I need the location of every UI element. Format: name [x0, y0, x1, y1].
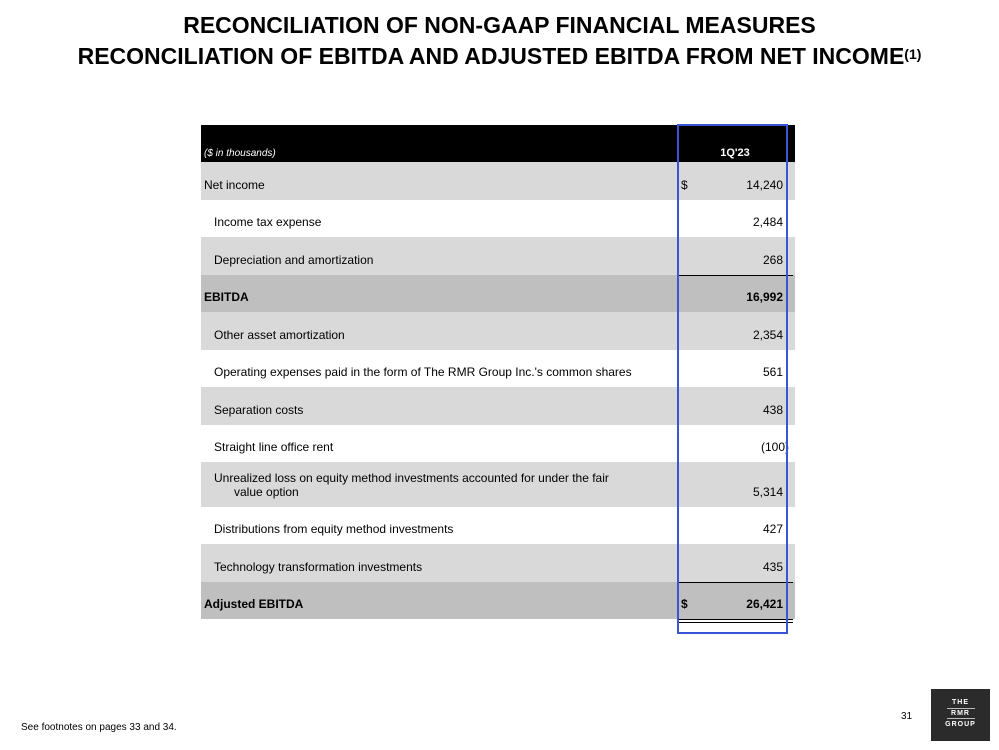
- row-label: Straight line office rent: [214, 440, 334, 454]
- table-row-unrealized-loss: [201, 462, 795, 507]
- currency-symbol: $: [681, 597, 688, 611]
- logo-line3: GROUP: [945, 721, 976, 728]
- row-value: 427: [762, 522, 783, 536]
- subtotal-rule: [677, 275, 793, 276]
- table-row-separation-costs: [201, 387, 795, 425]
- row-label: Separation costs: [214, 403, 304, 417]
- table-row-technology-investments: [201, 544, 795, 582]
- logo-line1: THE: [952, 699, 969, 706]
- row-value: 5,314: [752, 485, 783, 499]
- row-value: 435: [762, 560, 783, 574]
- row-value: (100): [760, 440, 789, 454]
- subtotal-rule: [677, 582, 793, 583]
- table-header: [201, 125, 795, 162]
- currency-symbol: $: [681, 178, 688, 192]
- row-label: Income tax expense: [214, 215, 322, 229]
- row-label: EBITDA: [204, 290, 249, 304]
- page-title-line1: RECONCILIATION OF NON-GAAP FINANCIAL MEASURES: [183, 12, 816, 38]
- row-value: 26,421: [746, 597, 783, 611]
- total-double-rule: [677, 619, 793, 623]
- row-label: Technology transformation investments: [214, 560, 423, 574]
- footnote-marker: (1): [904, 46, 922, 62]
- row-label-line1: Unrealized loss on equity method investments accounted for under the fair: [214, 471, 609, 485]
- table-row-net-income: [201, 162, 795, 200]
- row-label: Net income: [204, 178, 265, 192]
- table-row-share-based-expenses: [201, 350, 795, 387]
- row-label: Adjusted EBITDA: [204, 597, 304, 611]
- table-row-distributions: [201, 507, 795, 544]
- row-label: Other asset amortization: [214, 328, 345, 342]
- page-title-line2: [0, 41, 999, 71]
- table-row-straight-line-rent: [201, 425, 795, 462]
- row-value: 2,354: [752, 328, 783, 342]
- row-value: 16,992: [746, 290, 783, 304]
- period-header: 1Q'23: [720, 147, 750, 159]
- logo-line2: RMR: [947, 708, 975, 719]
- table-row-income-tax: [201, 200, 795, 237]
- page-subtitle-text: RECONCILIATION OF EBITDA AND ADJUSTED EBITDA FROM NET INCOME: [77, 43, 905, 69]
- row-label: [214, 471, 609, 499]
- table-row-ebitda: [201, 275, 795, 312]
- row-value: 14,240: [746, 178, 783, 192]
- page-number: 31: [901, 711, 913, 722]
- row-label: Operating expenses paid in the form of The RMR Group Inc.'s common shares: [214, 365, 632, 379]
- units-label: ($ in thousands): [204, 148, 276, 159]
- rmr-group-logo: [931, 689, 990, 741]
- row-value: 2,484: [752, 215, 783, 229]
- row-label: Depreciation and amortization: [214, 253, 374, 267]
- row-label: Distributions from equity method investments: [214, 522, 454, 536]
- row-value: 268: [762, 253, 783, 267]
- row-value: 561: [762, 365, 783, 379]
- row-value: 438: [762, 403, 783, 417]
- table-row-other-asset-amortization: [201, 312, 795, 350]
- table-row-adjusted-ebitda: [201, 582, 795, 619]
- footnote-text: See footnotes on pages 33 and 34.: [21, 722, 177, 733]
- reconciliation-table: [201, 125, 795, 619]
- row-label-line2: value option: [234, 485, 299, 499]
- table-row-depreciation: [201, 237, 795, 275]
